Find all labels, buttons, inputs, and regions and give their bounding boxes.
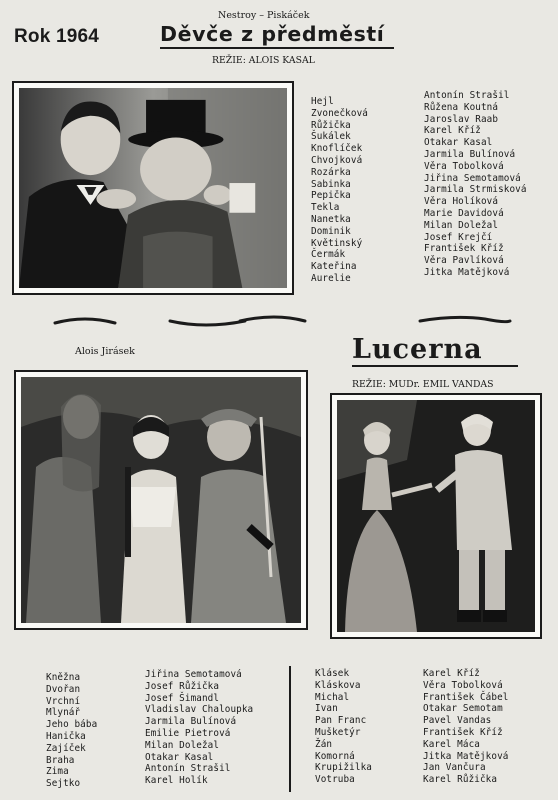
actor-item: Věra Holíková [424,196,499,208]
play1-title: Děvče z předměstí [160,22,385,46]
role-item: Jeho bába [46,719,98,731]
actor-item: Milan Doležal [424,219,499,231]
role-item: Sabinka [311,178,351,190]
role-item: Nanetka [311,213,351,225]
role-item: Votruba [315,774,355,786]
role-item: Braha [46,754,75,766]
actor-item: Josef Šimandl [145,692,220,704]
actor-item: Jarmila Strmisková [424,184,527,196]
play1-actors-list [424,90,527,279]
actor-item: Milan Doležal [145,739,220,751]
role-item: Kněžna [46,672,81,683]
play2-actors-list-b [423,668,508,786]
role-item: Pan Franc [315,715,367,727]
actor-item: Růžena Koutná [424,101,499,113]
role-item: Rozárka [311,166,351,178]
actor-item: Jitka Matějková [423,750,509,762]
role-item: Sejtko [46,778,81,790]
actor-item: Pavel Vandas [423,715,492,727]
role-item: Čermák [311,249,346,261]
year-heading: Rok 1964 [14,26,100,47]
actor-item: Věra Tobolková [423,679,503,691]
cast-column-divider [289,666,291,792]
play2-photo-duet [330,393,542,639]
role-item: Hanička [46,730,86,742]
actor-item: Otakar Kasal [145,751,214,763]
actor-item: Jiřina Semotamová [424,172,521,184]
actor-item: Karel Holík [145,775,208,787]
role-item: Aurelie [311,272,351,284]
actor-item: Marie Davidová [424,207,504,219]
actor-item: František Kříž [424,243,504,255]
actor-item: Emilie Pietrová [145,727,231,739]
actor-item: Jarmila Bulínová [424,148,516,160]
actor-item: Jarmila Bulínová [145,716,237,728]
role-item: Pepička [311,190,351,202]
play2-photo-group-image [21,377,301,623]
actor-item: Jan Vančura [423,762,486,774]
play2-actors-list-a [145,669,253,787]
role-item: Krupižilka [315,762,372,774]
role-item: Dominik [311,225,351,237]
play2-roles-list-b [315,668,372,786]
role-item: Michal [315,691,350,703]
actor-item: Antonín Strašil [424,90,510,101]
role-item: Vrchní [46,695,81,707]
role-item: Kateřina [311,261,357,273]
role-item: Zajíček [46,742,86,754]
role-item: Knoflíček [311,143,363,155]
role-item: Zima [46,766,69,778]
role-item: Žán [315,738,333,750]
play2-title: Lucerna [352,334,483,365]
actor-item: Josef Krejčí [424,231,493,243]
actor-item: Antonín Strašil [145,763,231,775]
play1-photo-image [19,88,287,288]
actor-item: František Kříž [423,726,503,738]
actor-item: Věra Tobolková [424,160,504,172]
actor-item: František Čábel [423,691,509,703]
role-item: Mlynář [46,707,81,719]
play2-director: REŽIE: MUDr. EMIL VANDAS [352,379,494,390]
role-item: Dvořan [46,683,81,695]
role-item: Tekla [311,202,340,214]
play1-title-underline [160,47,394,49]
play2-authors: Alois Jirásek [75,346,135,357]
actor-item: Vladislav Chaloupka [145,704,254,716]
role-item: Klásek [315,668,350,679]
actor-item: Karel Kříž [423,668,480,679]
actor-item: Karel Kříž [424,125,481,137]
role-item: Mušketýr [315,726,361,738]
play2-photo-duet-image [337,400,535,632]
actor-item: Otakar Semotam [423,703,503,715]
actor-item: Karel Máca [423,738,480,750]
role-item: Chvojková [311,154,363,166]
actor-item: Otakar Kasal [424,137,493,149]
role-item: Růžička [311,119,351,131]
play2-photo-group [14,370,308,630]
actor-item: Věra Pavlíková [424,255,504,267]
wavy-separator [45,313,515,329]
role-item: Hejl [311,96,334,107]
play1-director: REŽIE: ALOIS KASAL [212,55,315,66]
play2-title-underline [352,365,518,367]
play1-authors: Nestroy – Piskáček [218,10,310,21]
actor-item: Jitka Matějková [424,266,510,278]
role-item: Komorná [315,750,355,762]
role-item: Ivan [315,703,338,715]
role-item: Šukálek [311,131,351,143]
role-item: Květinský [311,237,363,249]
actor-item: Jaroslav Raab [424,113,499,125]
play2-roles-list-a [46,672,97,790]
actor-item: Jiřina Semotamová [145,669,242,680]
actor-item: Karel Růžička [423,774,498,786]
role-item: Kláskova [315,679,361,691]
play1-roles-list [311,96,368,285]
actor-item: Josef Růžička [145,680,220,692]
play1-photo [12,81,294,295]
role-item: Zvonečková [311,107,368,119]
